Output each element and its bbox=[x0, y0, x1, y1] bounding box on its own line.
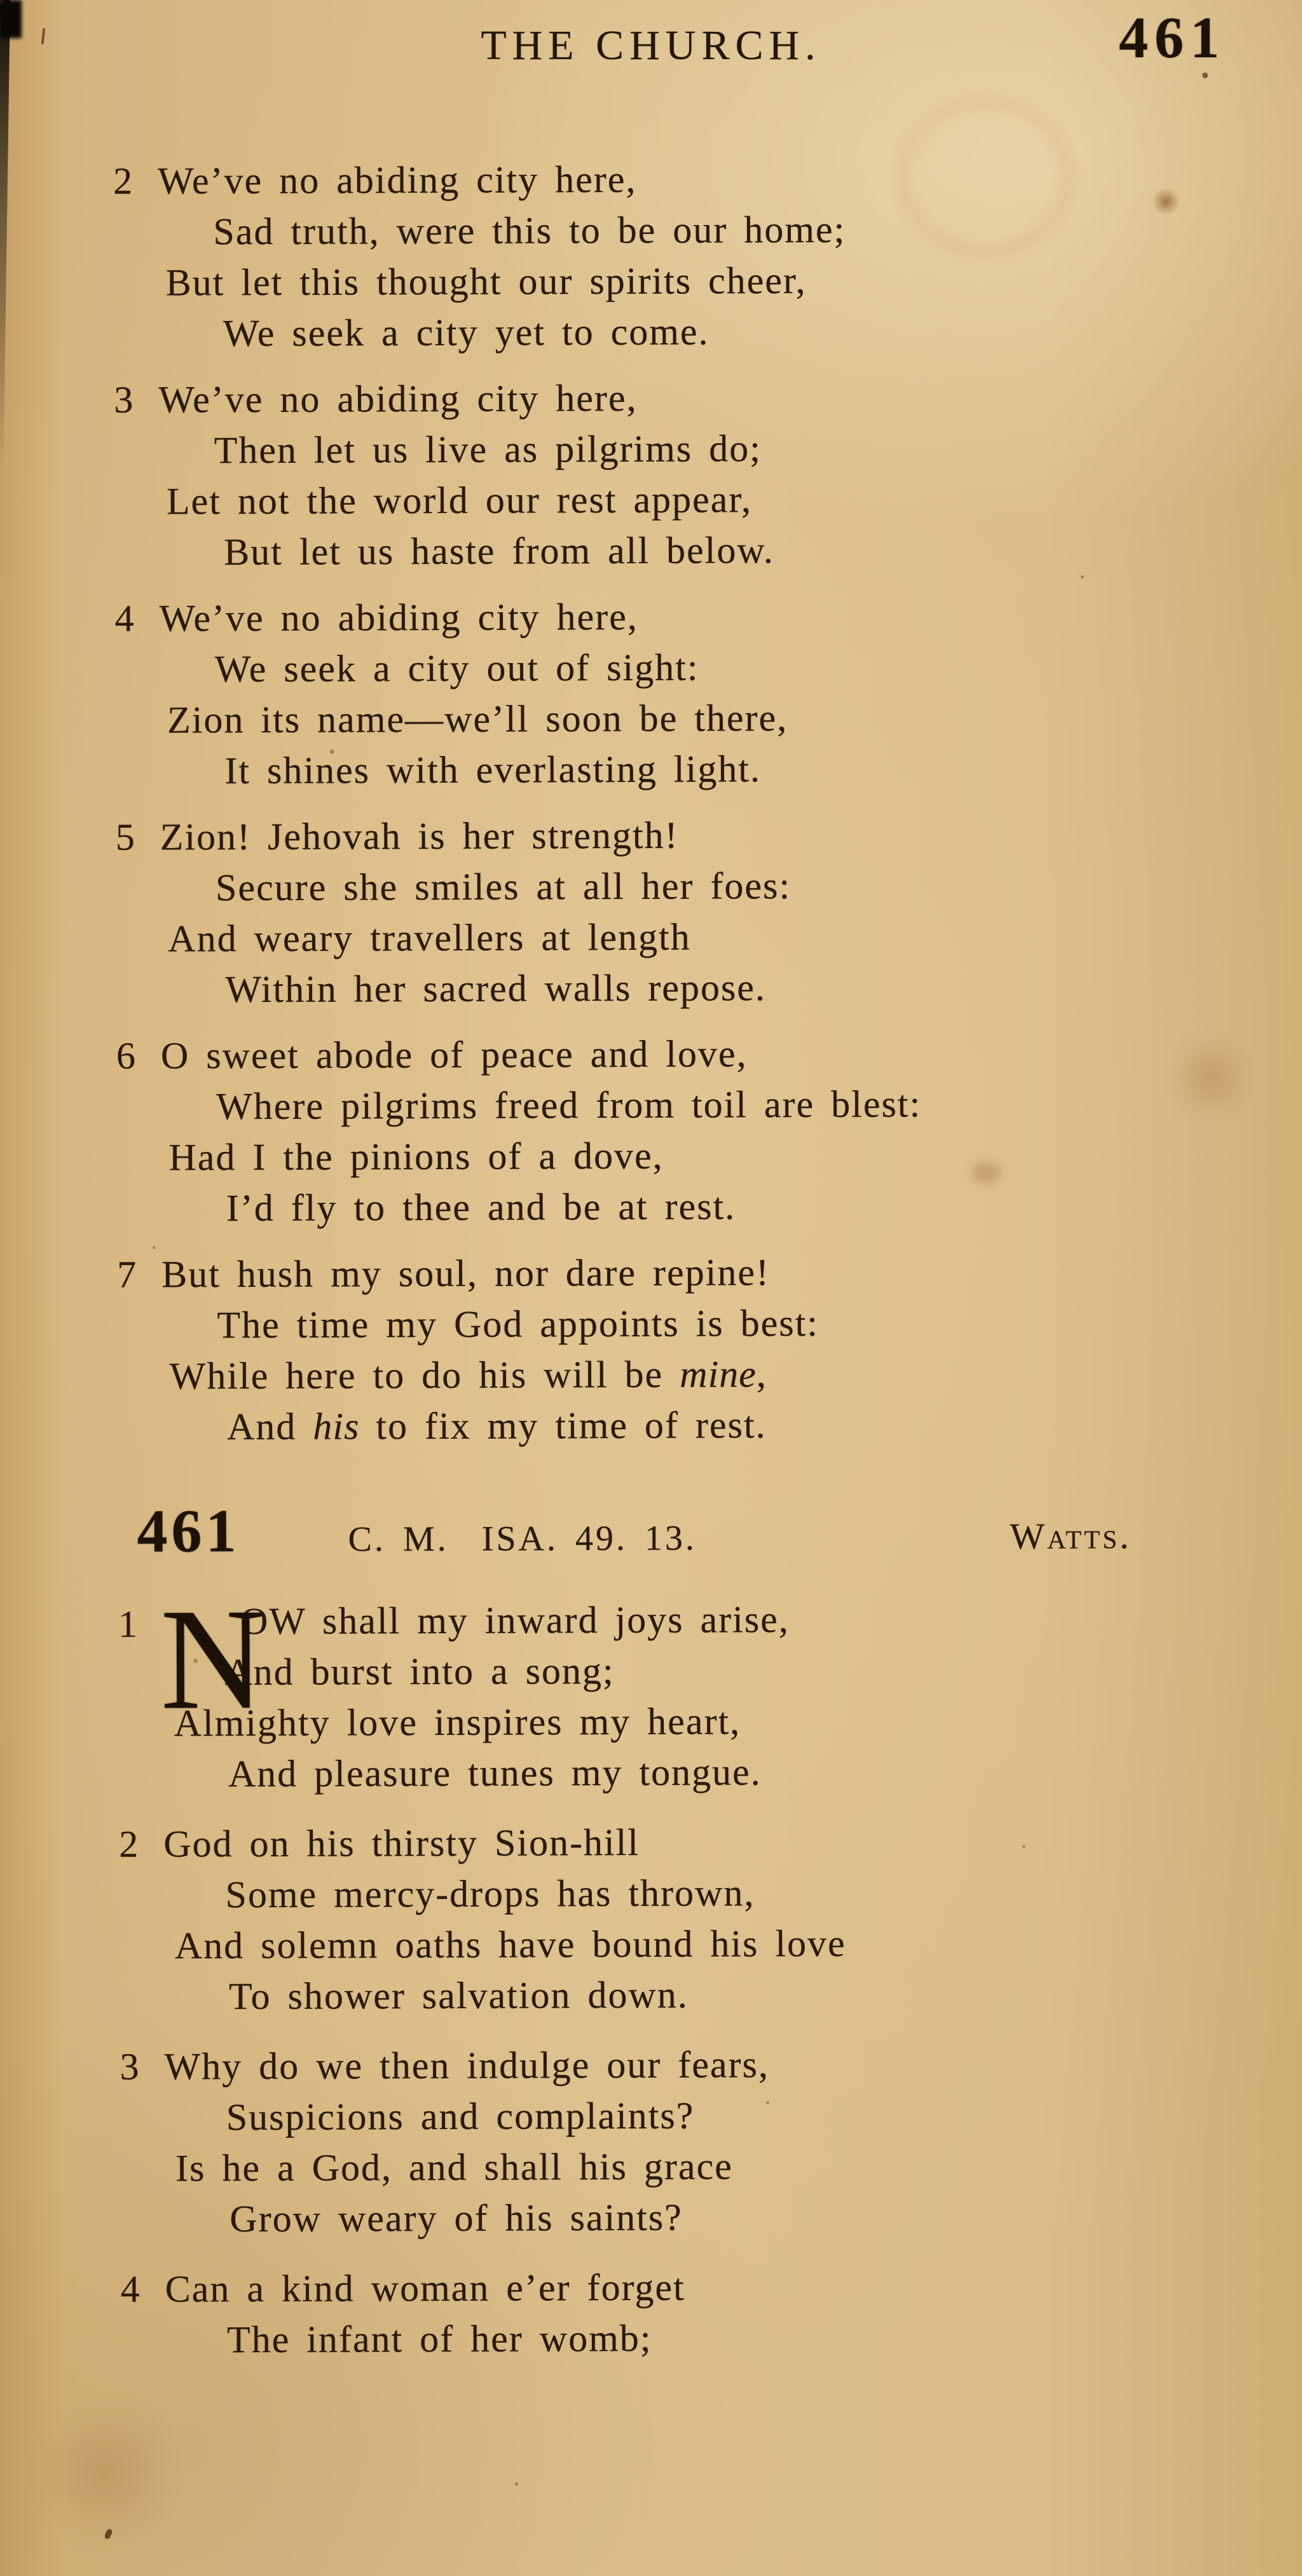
hymn-heading bbox=[113, 1497, 1142, 1566]
verse-line: We seek a city out of sight: bbox=[214, 646, 699, 690]
page-header bbox=[0, 0, 1302, 95]
verse-line: Within her sacred walls repose. bbox=[225, 966, 767, 1011]
edge-blotch-stain bbox=[1176, 1030, 1246, 1125]
verse-number: 1 bbox=[118, 1603, 139, 1645]
verse-line: Where pilgrims freed from toil are blest: bbox=[216, 1083, 922, 1128]
verse-number: 3 bbox=[114, 378, 135, 421]
verse-line: The time my God appoints is best: bbox=[217, 1301, 819, 1346]
verse-line: 2 We’ve no abiding city here, bbox=[108, 152, 1138, 207]
verse bbox=[112, 1245, 1142, 1453]
verse bbox=[116, 2260, 1146, 2366]
verse-line: And weary travellers at length bbox=[168, 915, 691, 960]
bottom-left-stain bbox=[45, 2390, 165, 2556]
verse-line: Almighty love inspires my heart, bbox=[174, 1700, 741, 1744]
verse-line: 4 Can a kind woman e’er forget bbox=[116, 2260, 1146, 2315]
verse-line: 3 We’ve no abiding city here, bbox=[109, 371, 1139, 425]
verse-line: But let us haste from all below. bbox=[224, 529, 774, 573]
verse-line: We seek a city yet to come. bbox=[223, 310, 709, 355]
verse-line: Suspicions and complaints? bbox=[226, 2094, 695, 2139]
hymn-scripture-reference: ISA. 49. 13. bbox=[481, 1518, 697, 1559]
verse bbox=[108, 152, 1139, 359]
verse-line: And pleasure tunes my tongue. bbox=[228, 1751, 762, 1795]
hymn-author: Watts. bbox=[1010, 1515, 1132, 1557]
running-title: THE CHURCH. bbox=[481, 22, 821, 69]
verse-number: 7 bbox=[117, 1253, 138, 1296]
verse-line: While here to do his will be mine, bbox=[169, 1353, 767, 1397]
verse bbox=[111, 1027, 1142, 1234]
continued-hymn-verses bbox=[108, 152, 1142, 1453]
verse-line: Zion its name—we’ll soon be there, bbox=[167, 697, 788, 741]
hymn-text-block bbox=[108, 152, 1146, 2366]
verse-line: 6 O sweet abode of peace and love, bbox=[111, 1027, 1141, 1081]
italic-word: mine bbox=[680, 1353, 757, 1395]
verse-number: 4 bbox=[114, 597, 135, 640]
verse bbox=[114, 1815, 1144, 2022]
verse bbox=[114, 2038, 1145, 2245]
brown-dot-stain bbox=[1152, 188, 1180, 215]
verse bbox=[113, 1579, 1144, 1800]
verse-line: 5 Zion! Jehovah is her strength! bbox=[111, 808, 1141, 863]
verse bbox=[109, 589, 1140, 797]
hymn-meter: C. M. bbox=[348, 1519, 449, 1559]
verse-number: 5 bbox=[115, 816, 136, 858]
verse-number: 3 bbox=[120, 2045, 140, 2088]
verse-line: It shines with everlasting light. bbox=[224, 748, 762, 792]
verse-number: 4 bbox=[120, 2268, 141, 2310]
verse-line: 1 N OW shall my inward joys arise, bbox=[113, 1593, 1143, 1647]
verse-line: To shower salvation down. bbox=[228, 1973, 689, 2018]
verse bbox=[109, 371, 1139, 578]
drop-cap-letter: N bbox=[160, 1579, 267, 1740]
verse-line: Grow weary of his saints? bbox=[230, 2196, 683, 2240]
verse-line: Sad truth, were this to be our home; bbox=[213, 208, 846, 253]
verse-number: 6 bbox=[116, 1034, 137, 1077]
verse-line: But let this thought our spirits cheer, bbox=[165, 259, 807, 304]
verse-line: Then let us live as pilgrims do; bbox=[214, 427, 762, 472]
verse-number: 2 bbox=[113, 160, 134, 202]
verse-line: The infant of her womb; bbox=[226, 2317, 652, 2361]
verse-line: Some mercy-drops has thrown, bbox=[225, 1872, 755, 1916]
verse-number: 2 bbox=[119, 1823, 140, 1865]
page-number: 461 bbox=[1119, 5, 1226, 70]
italic-word: his bbox=[313, 1405, 360, 1448]
verse bbox=[111, 808, 1141, 1015]
verse-line: 3 Why do we then indulge our fears, bbox=[114, 2038, 1144, 2092]
verse-line: Secure she smiles at all her foes: bbox=[215, 865, 791, 909]
verse-line: And his to fix my time of rest. bbox=[226, 1404, 767, 1448]
verse-line: I’d fly to thee and be at rest. bbox=[226, 1185, 736, 1230]
verse-line: And solemn oaths have bound his love bbox=[174, 1922, 846, 1967]
hymn-number: 461 bbox=[137, 1497, 240, 1565]
hymn-461-verses bbox=[113, 1579, 1146, 2366]
verse-line: And burst into a song; bbox=[224, 1650, 615, 1694]
verse-line: Let not the world our rest appear, bbox=[166, 478, 752, 523]
verse-line: 4 We’ve no abiding city here, bbox=[109, 589, 1139, 644]
verse-line: 7 But hush my soul, nor dare repine! bbox=[112, 1245, 1142, 1300]
dark-fleck bbox=[104, 2528, 113, 2540]
verse-line: Had I the pinions of a dove, bbox=[168, 1134, 664, 1179]
verse-line: Is he a God, and shall his grace bbox=[175, 2145, 733, 2189]
verse-line: 2 God on his thirsty Sion-hill bbox=[114, 1815, 1144, 1870]
